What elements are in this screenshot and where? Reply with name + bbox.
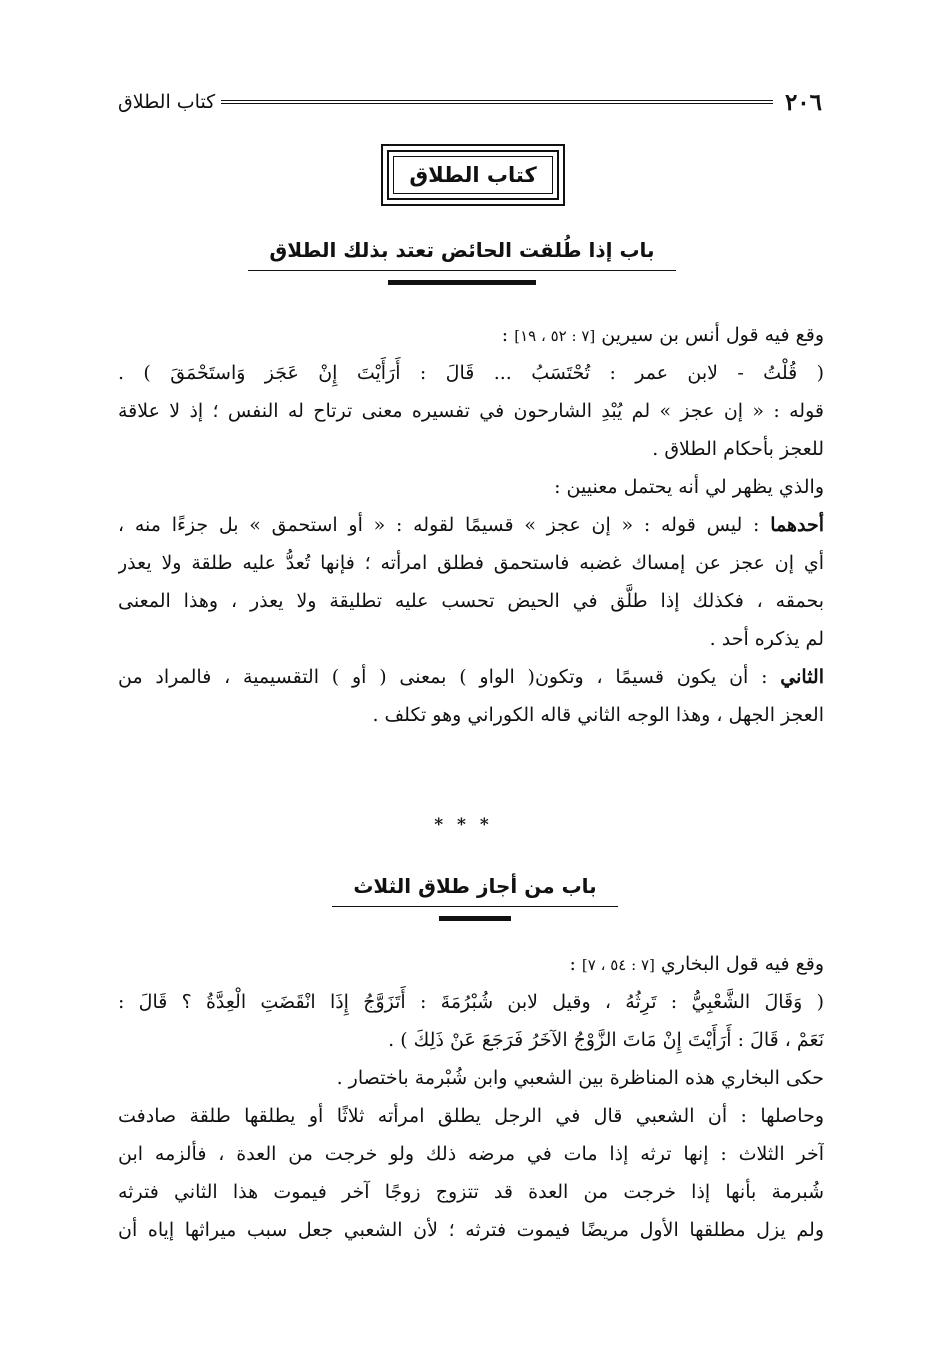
chapter-underline xyxy=(332,906,618,907)
chapter-bar xyxy=(388,280,536,285)
header-rule xyxy=(221,100,773,104)
text-line: نَعَمْ ، قَالَ : أَرَأَيْتَ إِنْ مَاتَ الزَّوْجُ الآخَرُ فَرَجَعَ عَنْ ذَلِكَ ) . xyxy=(388,1029,824,1051)
text-line: أحدهما : ليس قوله : « إن عجز » قسيمًا لقوله : « أو استحمق » بل جزءًا منه ، xyxy=(118,514,824,536)
text-line: وحاصلها : أن الشعبي قال في الرجل يطلق امرأته ثلاثًا أو يطلقها طلقة صادفت xyxy=(118,1105,824,1127)
text-line: وقع فيه قول أنس بن سيرين [٧ : ٥٢ ، ١٩] : xyxy=(501,324,824,346)
chapter-heading-2 xyxy=(332,874,618,921)
text-line: ولم يزل مطلقها الأول مريضًا فيموت فترثه ؛ لأن الشعبي جعل سبب ميراثها إياه أن xyxy=(118,1219,824,1241)
text-line: لم يذكره أحد . xyxy=(709,628,824,650)
text-line: ( قُلْتُ - لابن عمر : تُحْتَسَبُ ... قَالَ : أَرَأَيْتَ إِنْ عَجَز وَاستَحْمَقَ ) . xyxy=(118,362,824,384)
text-line: وقع فيه قول البخاري [٧ : ٥٤ ، ٧] : xyxy=(569,953,824,975)
book-title-frame xyxy=(381,144,565,206)
chapter-2-body xyxy=(118,945,824,1249)
chapter-1-body xyxy=(118,316,824,734)
section-separator: * * * xyxy=(434,815,493,835)
chapter-underline xyxy=(248,270,676,271)
chapter-title: باب إذا طُلقت الحائض تعتد بذلك الطلاق xyxy=(269,238,655,262)
chapter-title: باب من أجاز طلاق الثلاث xyxy=(353,874,597,898)
point-label: أحدهما xyxy=(770,514,824,536)
text-line: والذي يظهر لي أنه يحتمل معنيين : xyxy=(554,476,824,498)
running-book-label: كتاب الطلاق xyxy=(118,91,216,113)
verse-reference: [٧ : ٥٢ ، ١٩] xyxy=(514,327,596,345)
text-line: ( وَقَالَ الشَّعْبِيُّ : تَرِثُهُ ، وقيل لابن شُبْرُمَةَ : أَتَزَوَّجُ إِذَا انْقَضَتِ الْعِدَّةُ ؟ قَالَ : xyxy=(118,991,824,1013)
text-line: الثاني : أن يكون قسيمًا ، وتكون( الواو ) بمعنى ( أو ) التقسيمية ، فالمراد من xyxy=(118,666,824,688)
verse-reference: [٧ : ٥٤ ، ٧] xyxy=(581,956,655,974)
chapter-heading-1 xyxy=(248,238,676,285)
text-line: للعجز بأحكام الطلاق . xyxy=(652,438,824,460)
text-line: العجز الجهل ، وهذا الوجه الثاني قاله الكوراني وهو تكلف . xyxy=(372,704,824,726)
text-line: بحمقه ، فكذلك إذا طلَّق في الحيض تحسب عليه تطليقة ولا يعذر ، وهذا المعنى xyxy=(118,590,824,612)
text-line: حكى البخاري هذه المناظرة بين الشعبي وابن شُبْرمة باختصار . xyxy=(336,1067,824,1089)
running-header xyxy=(118,84,822,120)
text-line: آخر الثلاث : إنها ترثه إذا مات في مرضه ذلك ولو خرجت من العدة ، فألزمه ابن xyxy=(118,1143,824,1165)
point-label: الثاني xyxy=(780,666,824,688)
page-number: ٢٠٦ xyxy=(784,88,822,116)
book-title: كتاب الطلاق xyxy=(409,163,537,187)
text-line: قوله : « إن عجز » لم يُبْدِ الشارحون في تفسيره معنى ترتاح له النفس ؛ إذ لا علاقة xyxy=(118,400,824,422)
text-line: شُبرمة بأنها إذا خرجت من العدة قد تتزوج زوجًا آخر فيموت هذا الثاني فترثه xyxy=(118,1181,824,1203)
chapter-bar xyxy=(439,916,511,921)
text-line: أي إن عجز عن إمساك غضبه فاستحمق فطلق امرأته ؛ فإنها تُعدُّ عليه طلقة ولا يعذر xyxy=(118,552,824,574)
